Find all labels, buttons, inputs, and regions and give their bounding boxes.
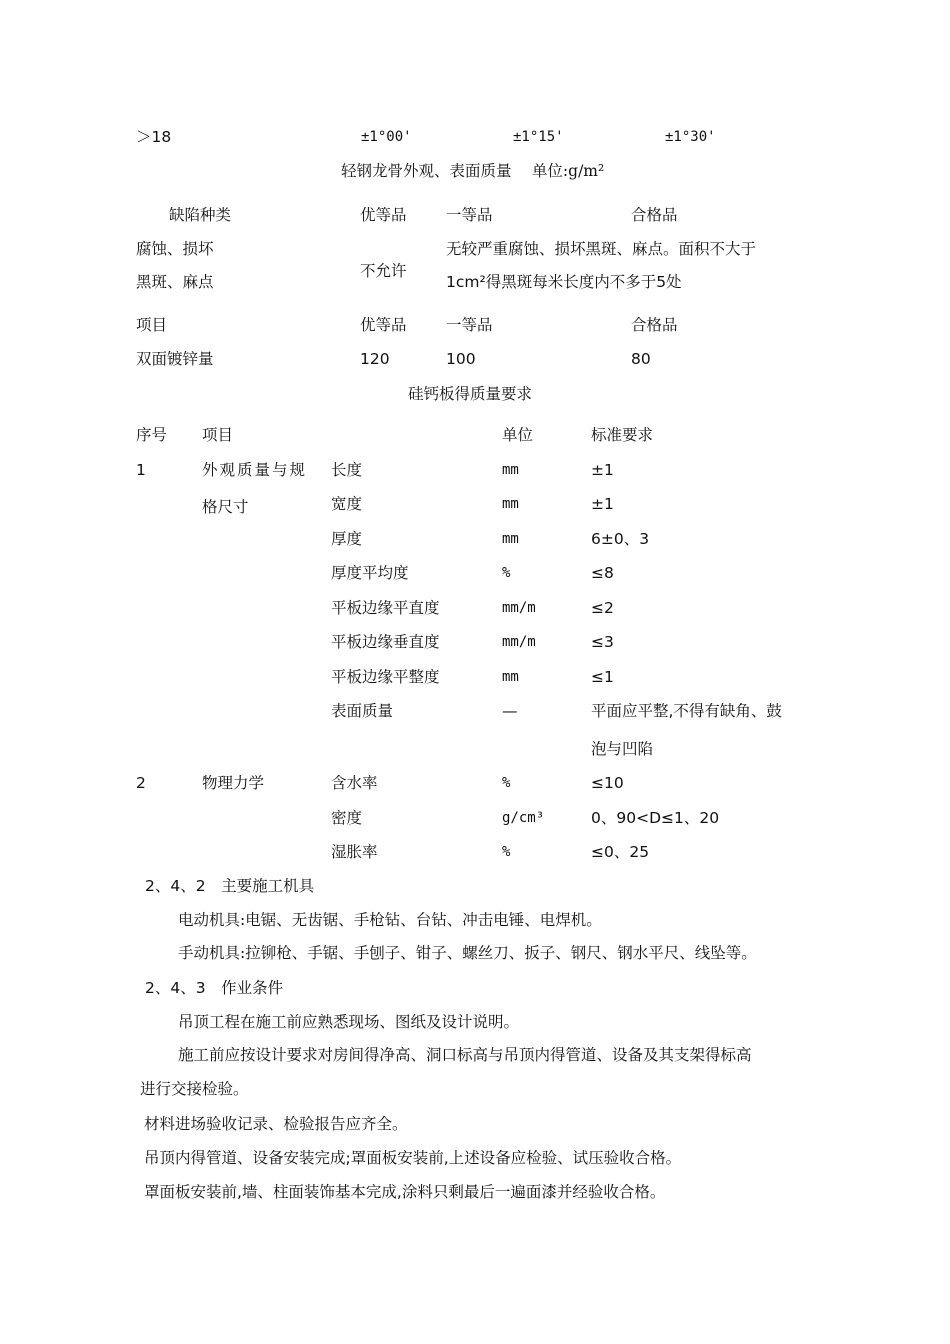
row-requirement: ≤0、25 bbox=[591, 843, 650, 861]
defect-description-line1: 无较严重腐蚀、损坏黑斑、麻点。面积不大于 bbox=[446, 240, 757, 258]
defect-header-first: 一等品 bbox=[446, 206, 493, 224]
zinc-row-first: 100 bbox=[446, 350, 476, 368]
zinc-header-premium: 优等品 bbox=[360, 316, 407, 334]
defect-item-spots: 黑斑、麻点 bbox=[136, 273, 214, 291]
defect-header-type: 缺陷种类 bbox=[169, 206, 232, 224]
angle-first-value: ±1°15' bbox=[513, 129, 564, 145]
power-tools-paragraph: 电动机具:电锯、无齿锯、手枪钻、台钻、冲击电锤、电焊机。 bbox=[178, 911, 602, 929]
group-category-line1: 外观质量与规 bbox=[202, 461, 308, 479]
row-requirement: 0、90<D≤1、20 bbox=[591, 809, 720, 827]
row-item: 平板边缘平直度 bbox=[331, 599, 440, 617]
row-requirement: ±1 bbox=[591, 461, 614, 479]
zinc-row-qualified: 80 bbox=[631, 350, 651, 368]
row-requirement: 平面应平整,不得有缺角、鼓 bbox=[591, 702, 782, 720]
row-requirement: ≤1 bbox=[591, 668, 614, 686]
zinc-header-first: 一等品 bbox=[446, 316, 493, 334]
row-unit: % bbox=[502, 775, 511, 791]
row-requirement: ≤2 bbox=[591, 599, 614, 617]
row-item: 表面质量 bbox=[331, 702, 394, 720]
condition-paragraph-4: 吊顶内得管道、设备安装完成;罩面板安装前,上述设备应检验、试压验收合格。 bbox=[144, 1149, 682, 1167]
condition-paragraph-3: 材料进场验收记录、检验报告应齐全。 bbox=[144, 1115, 408, 1133]
row-requirement: ≤3 bbox=[591, 633, 614, 651]
row-unit: mm bbox=[502, 669, 519, 685]
group-category-line1: 物理力学 bbox=[202, 774, 265, 792]
group-number: 1 bbox=[136, 461, 146, 479]
condition-paragraph-5: 罩面板安装前,墙、柱面装饰基本完成,涂料只剩最后一遍面漆并经验收合格。 bbox=[144, 1183, 666, 1201]
row-item: 湿胀率 bbox=[331, 843, 378, 861]
zinc-row-premium: 120 bbox=[360, 350, 390, 368]
row-unit: % bbox=[502, 565, 511, 581]
hand-tools-paragraph: 手动机具:拉铆枪、手锯、手刨子、钳子、螺丝刀、扳子、钢尺、钢水平尺、线坠等。 bbox=[178, 944, 757, 962]
row-item: 平板边缘平整度 bbox=[331, 668, 440, 686]
row-requirement-cont: 泡与凹陷 bbox=[591, 740, 654, 758]
row-item: 含水率 bbox=[331, 774, 378, 792]
zinc-row-item: 双面镀锌量 bbox=[136, 350, 214, 368]
row-unit: mm bbox=[502, 462, 519, 478]
board-header-requirement: 标准要求 bbox=[591, 426, 654, 444]
board-header-unit: 单位 bbox=[502, 426, 534, 444]
angle-range-label: ＞18 bbox=[136, 128, 172, 146]
board-header-item: 项目 bbox=[202, 426, 234, 444]
defect-header-qualified: 合格品 bbox=[631, 206, 678, 224]
row-item: 长度 bbox=[331, 461, 363, 479]
section-242-heading: 2、4、2 主要施工机具 bbox=[145, 877, 315, 895]
section-243-heading: 2、4、3 作业条件 bbox=[145, 979, 284, 997]
row-unit: — bbox=[502, 702, 518, 720]
zinc-header-item: 项目 bbox=[136, 316, 168, 334]
defect-premium-value: 不允许 bbox=[360, 262, 407, 280]
row-item: 厚度 bbox=[331, 530, 363, 548]
zinc-header-qualified: 合格品 bbox=[631, 316, 678, 334]
defect-description-line2: 1cm²得黑斑每米长度内不多于5处 bbox=[446, 273, 682, 291]
group-category-line2: 格尺寸 bbox=[202, 498, 249, 516]
row-item: 宽度 bbox=[331, 495, 363, 513]
row-unit: mm/m bbox=[502, 600, 536, 616]
group-number: 2 bbox=[136, 774, 146, 792]
board-header-no: 序号 bbox=[136, 426, 168, 444]
row-unit: mm bbox=[502, 531, 519, 547]
row-item: 平板边缘垂直度 bbox=[331, 633, 440, 651]
condition-paragraph-2-line1: 施工前应按设计要求对房间得净高、洞口标高与吊顶内得管道、设备及其支架得标高 bbox=[178, 1046, 752, 1064]
keel-quality-title: 轻钢龙骨外观、表面质量 单位:g/m² bbox=[341, 162, 605, 180]
row-requirement: ≤8 bbox=[591, 564, 614, 582]
row-requirement: ±1 bbox=[591, 495, 614, 513]
condition-paragraph-1: 吊顶工程在施工前应熟悉现场、图纸及设计说明。 bbox=[178, 1013, 520, 1031]
row-unit: g/cm³ bbox=[502, 810, 545, 826]
condition-paragraph-2-line2: 进行交接检验。 bbox=[140, 1080, 249, 1098]
row-unit: mm bbox=[502, 496, 519, 512]
row-item: 厚度平均度 bbox=[331, 564, 409, 582]
defect-item-corrosion: 腐蚀、损坏 bbox=[136, 240, 214, 258]
row-requirement: ≤10 bbox=[591, 774, 624, 792]
row-unit: % bbox=[502, 844, 511, 860]
angle-qualified-value: ±1°30' bbox=[665, 129, 716, 145]
angle-premium-value: ±1°00' bbox=[361, 129, 412, 145]
defect-header-premium: 优等品 bbox=[360, 206, 407, 224]
row-requirement: 6±0、3 bbox=[591, 530, 650, 548]
board-quality-title: 硅钙板得质量要求 bbox=[408, 385, 533, 403]
row-unit: mm/m bbox=[502, 634, 536, 650]
row-item: 密度 bbox=[331, 809, 363, 827]
